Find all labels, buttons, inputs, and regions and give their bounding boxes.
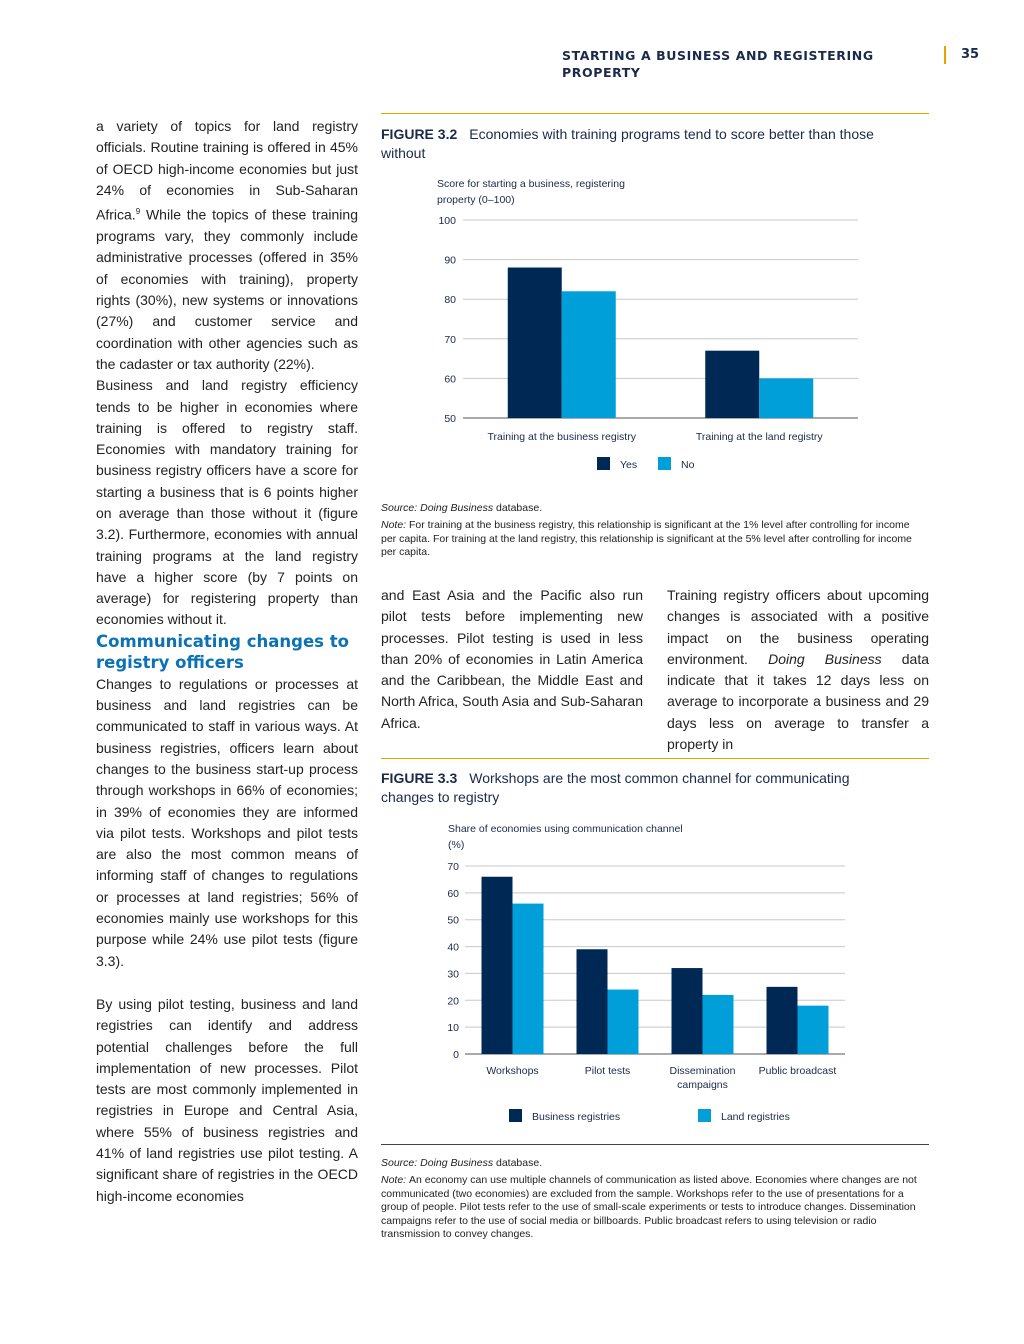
header-divider [944, 46, 946, 64]
left-column [96, 116, 358, 1207]
x-category-label: Workshops [486, 1065, 539, 1077]
legend-swatch [509, 1109, 522, 1122]
y-axis-label: Share of economies using communication channel [448, 823, 683, 835]
source-label: Source: [381, 502, 421, 514]
y-tick-label: 70 [444, 333, 456, 346]
y-tick-label: 30 [447, 968, 459, 981]
y-tick-label: 40 [447, 941, 459, 954]
source-label: Source: [381, 1157, 421, 1169]
bar-yes [508, 268, 562, 418]
y-axis-label: (%) [448, 839, 465, 851]
x-category-label: Pilot tests [584, 1065, 631, 1077]
page-number: 35 [961, 47, 980, 62]
bar-land-registries [513, 904, 544, 1054]
figure-3-3-source [381, 1157, 926, 1171]
note-label: Note: [381, 519, 410, 531]
note-text: An economy can use multiple channels of communication as listed above. Economies where changes are not communicated (two economies) are excluded from the sample. Workshops refer to the use of presentations for a group of people. Pilot tests refer to the use of small-scale experiments or tests to introduce changes. Dissemination campaigns refer to the use of social media or billboards. Public broadcast refers to using television or radio transmission to convey changes. [381, 1174, 917, 1240]
bar-no [759, 378, 813, 418]
source-name: Doing Business [420, 1157, 494, 1169]
source-name: Doing Business [420, 502, 494, 514]
y-tick-label: 90 [444, 254, 456, 267]
paragraph-text: a variety of topics for land registry officials. Routine training is offered in 45% of OECD high-income economies but just 24% of economies in Sub-Saharan Africa. [96, 118, 358, 223]
figure-3-2-source [381, 502, 926, 516]
x-category-label: Training at the land registry [695, 431, 823, 443]
y-tick-label: 50 [444, 413, 456, 425]
right-column [667, 585, 929, 755]
legend-label: Land registries [721, 1111, 790, 1123]
bar-business-registries [577, 949, 608, 1054]
paragraph-communicating: Changes to regulations or processes at business and land registries can be communicated to staff in various ways. At business registries, officers learn about changes to the business start-up process through workshops in 66% of economies; in 39% of economies they are informed via pilot tests. Workshops and pilot tests are also the most common means of informing staff of changes to regulations or processes at land registries; 56% of economies mainly use workshops for this purpose while 24% use pilot tests (figure 3.3). [96, 675, 358, 969]
y-tick-label: 70 [447, 861, 459, 873]
bar-land-registries [798, 1006, 829, 1054]
bar-land-registries [703, 995, 734, 1054]
y-axis-label: property (0–100) [437, 194, 515, 206]
paragraph-efficiency: Business and land registry efficiency tends to be higher in economies where training is offered to registry staff. Economies with mandatory training for business registry officers have a score for starting a business that is 6 points higher on average than those without it (figure 3.2). Furthermore, economies with annual training programs at the land registry have a higher score (by 7 points on average) for registering property than economies without it. [96, 377, 358, 628]
y-tick-label: 60 [444, 373, 456, 386]
y-tick-label: 80 [444, 294, 456, 307]
paragraph-training-topics [96, 116, 358, 375]
y-tick-label: 10 [447, 1022, 459, 1035]
footnote-marker: 9 [135, 207, 141, 217]
figure-number: FIGURE 3.2 [381, 126, 458, 142]
legend-label: Business registries [532, 1111, 621, 1123]
bar-no [562, 291, 616, 418]
y-tick-label: 20 [447, 995, 459, 1008]
y-tick-label: 50 [447, 914, 459, 927]
x-category-label: campaigns [677, 1079, 728, 1091]
x-category-label: Training at the business registry [487, 431, 636, 443]
figure-3-2-top-rule [381, 113, 929, 114]
x-category-label: Public broadcast [758, 1065, 837, 1077]
bar-yes [705, 351, 759, 418]
figure-3-2-note [381, 519, 926, 560]
figure-3-3-chart [381, 815, 881, 1130]
y-tick-label: 60 [447, 887, 459, 900]
legend-swatch [658, 457, 671, 470]
bar-business-registries [672, 968, 703, 1054]
bar-land-registries [608, 990, 639, 1054]
paragraph-pilot-testing: By using pilot testing, business and land registries can identify and address potential challenges before the full implementation of new processes. Pilot tests are most commonly implemented in registries in Europe and Central Asia, where 55% of business registries and 41% of land registries use pilot testing. A significant share of registries in the OECD high-income economies [96, 995, 358, 1204]
paragraph-text: data indicate that it takes 12 days less on average to incorporate a business and 29 days less on average to transfer a property in [667, 650, 929, 753]
figure-3-3-bottom-rule [381, 1144, 929, 1145]
note-text: For training at the business registry, this relationship is significant at the 1% level after controlling for income per capita. For training at the land registry, this relationship is significant at the 5% level after controlling for income per capita. [381, 519, 912, 558]
y-axis-label: Score for starting a business, registering [437, 178, 625, 190]
figure-3-3-top-rule [381, 758, 929, 759]
paragraph-italic: Doing Business [768, 650, 882, 667]
figure-3-2-chart [381, 170, 881, 480]
source-rest: database. [493, 502, 543, 514]
legend-swatch [597, 457, 610, 470]
legend-label: No [681, 459, 695, 471]
figure-title: Economies with training programs tend to score better than those without [381, 126, 874, 161]
y-tick-label: 0 [453, 1049, 459, 1061]
figure-3-3-caption [381, 769, 901, 807]
bar-business-registries [482, 877, 513, 1054]
paragraph-text: While the topics of these training programs vary, they commonly include administrative processes (offered in 35% of economies with training), property rights (30%), new systems or innovations (27%) and customer service and coordination with other agencies such as the cadaster or tax authority (22%). [96, 206, 358, 372]
middle-column [381, 585, 643, 734]
paragraph-training-impact [667, 585, 929, 755]
figure-number: FIGURE 3.3 [381, 770, 458, 786]
section-heading: Communicating changes to registry officers [96, 631, 349, 673]
legend-swatch [698, 1109, 711, 1122]
source-rest: database. [493, 1157, 543, 1169]
paragraph-pilot-regions: and East Asia and the Pacific also run pilot tests before implementing new processes. Pilot testing is used in less than 20% of economies in Latin America and the Caribbean, the Middle East and North Africa, South Asia and Sub-Saharan Africa. [381, 587, 643, 731]
note-label: Note: [381, 1174, 410, 1186]
figure-3-2-caption [381, 125, 901, 163]
figure-title: Workshops are the most common channel for communicating changes to registry [381, 770, 850, 805]
paragraph-text: Training registry officers about upcoming changes is associated with a positive impact on the business operating environment. [667, 587, 929, 667]
y-tick-label: 100 [438, 215, 456, 227]
legend-label: Yes [620, 459, 638, 471]
running-title: STARTING A BUSINESS AND REGISTERING PROPERTY [562, 48, 874, 80]
x-category-label: Dissemination [669, 1065, 736, 1077]
figure-3-3-note [381, 1174, 926, 1242]
bar-business-registries [767, 987, 798, 1054]
